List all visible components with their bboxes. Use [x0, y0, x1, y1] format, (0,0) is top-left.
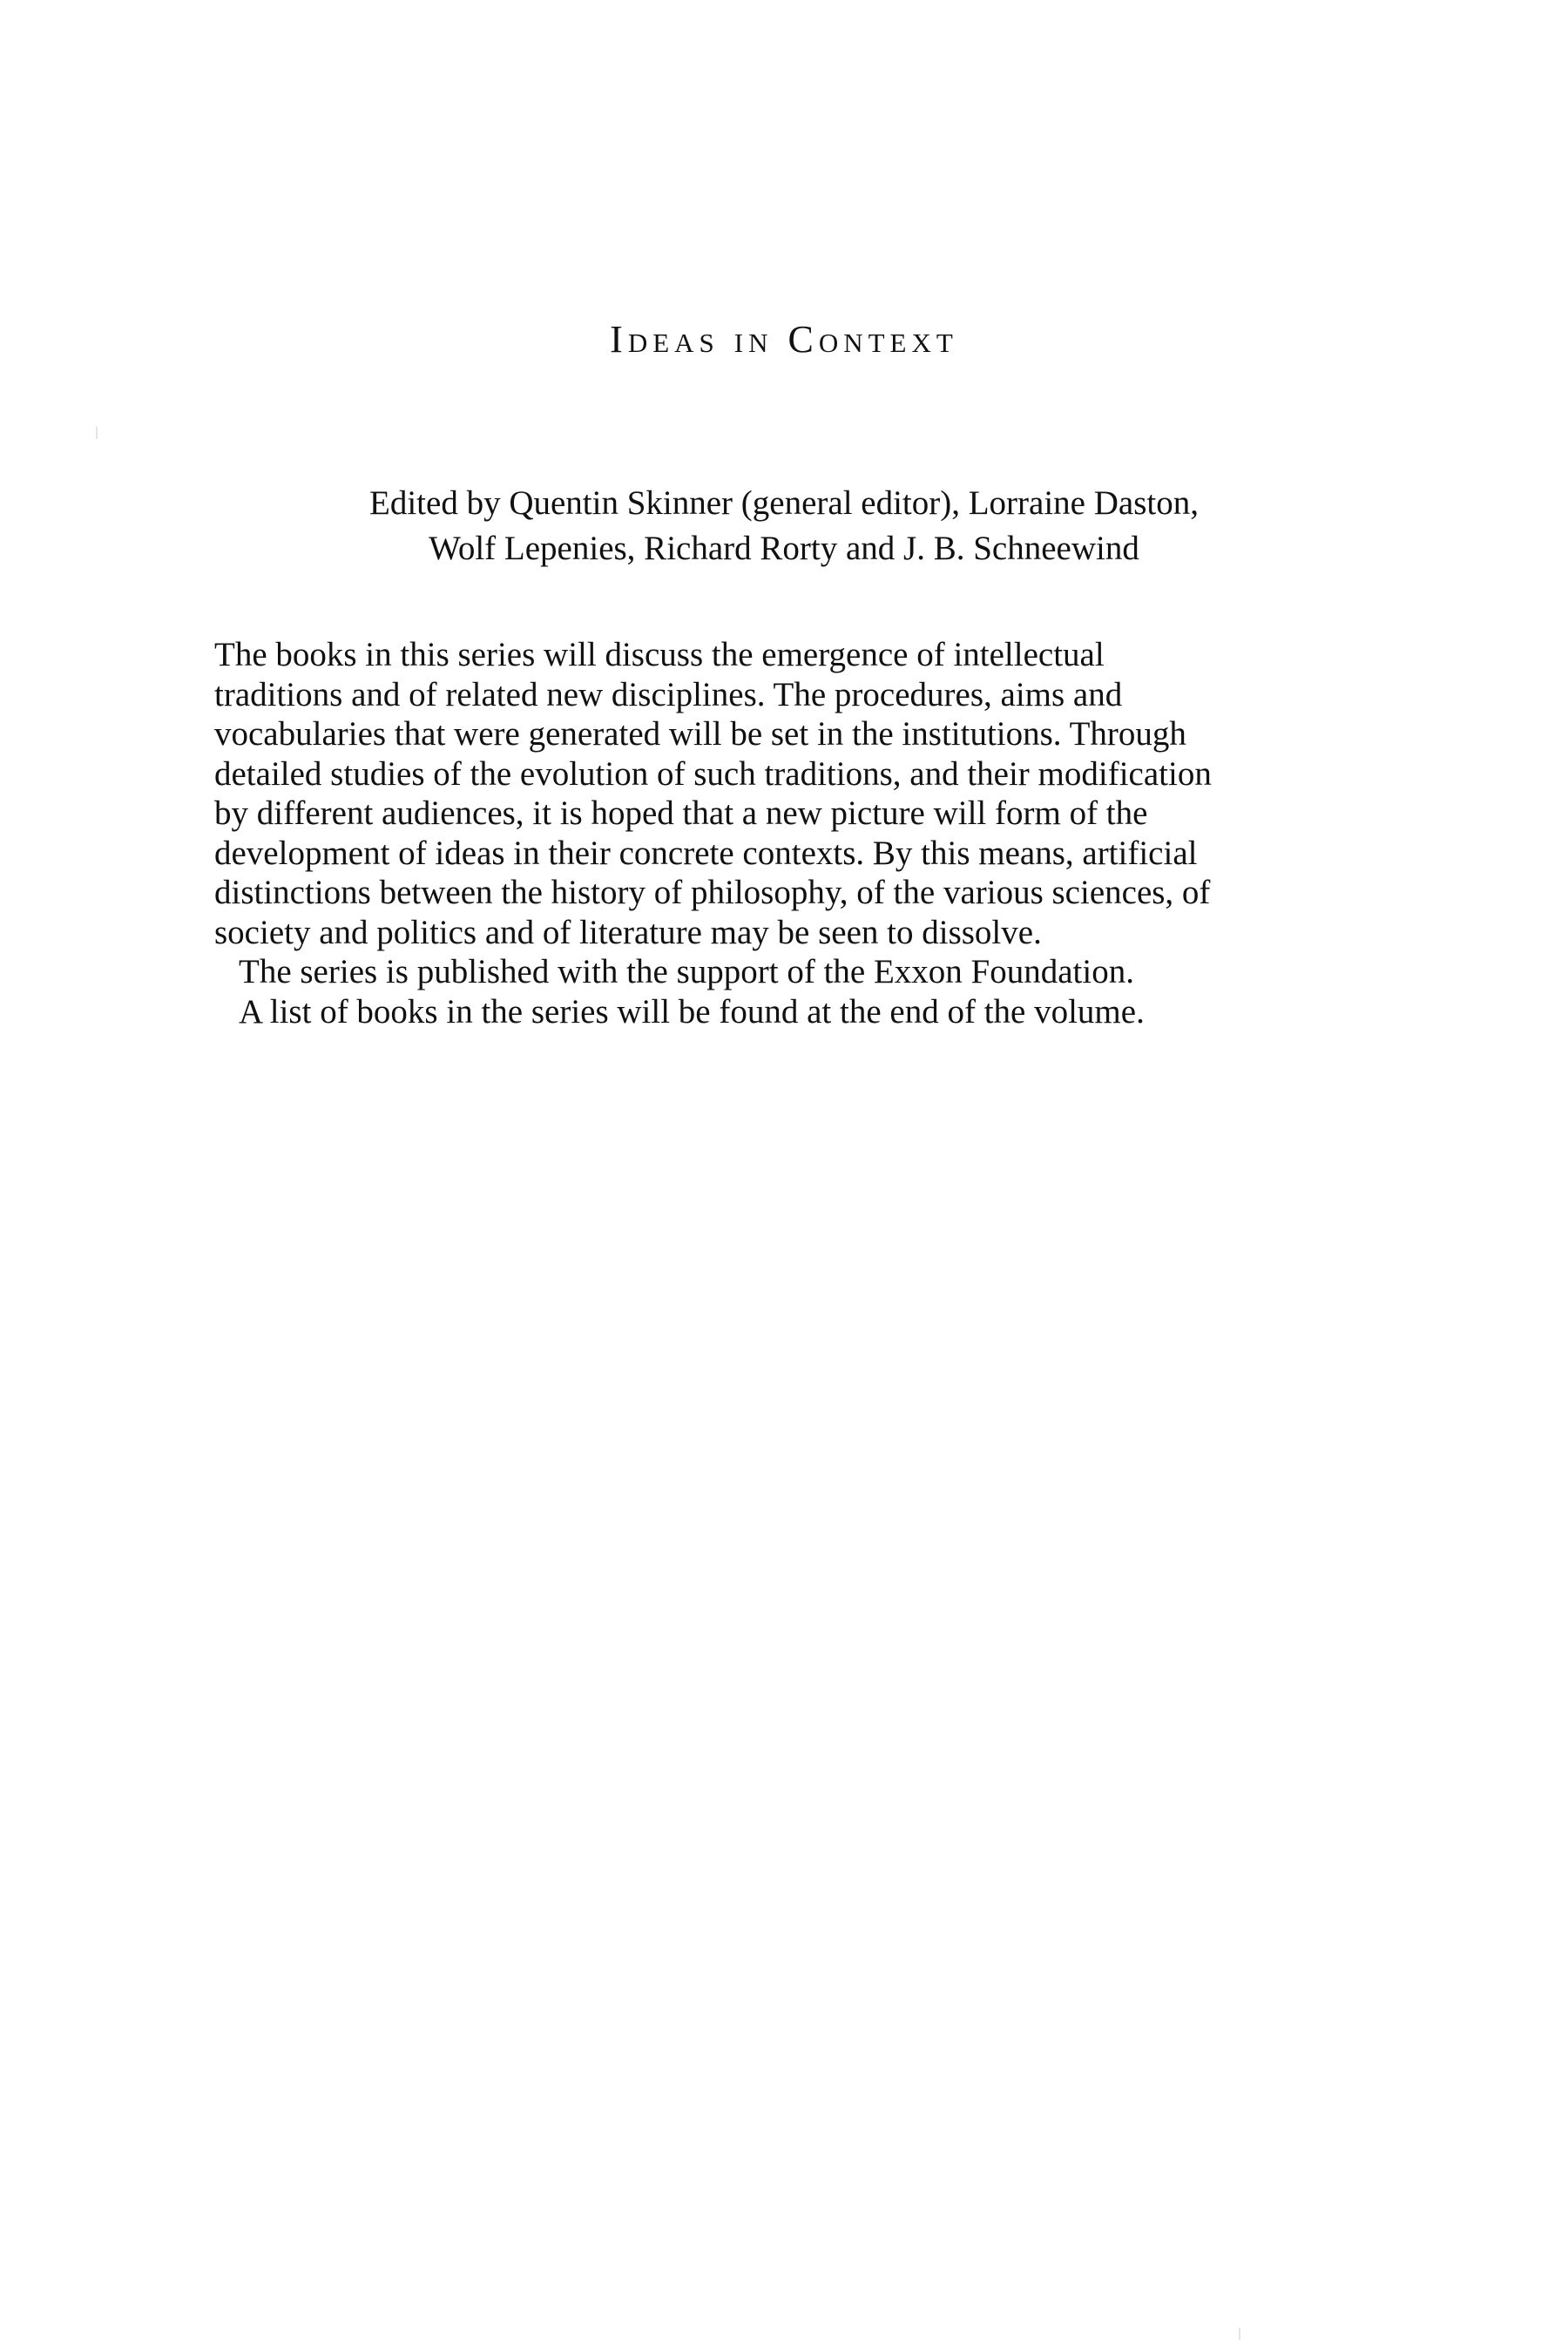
description-line: traditions and of related new disciplines. The procedures, aims and	[214, 675, 1123, 713]
description-line: vocabularies that were generated will be set in the institutions. Through	[214, 715, 1186, 753]
editors-block	[0, 481, 1568, 571]
support-note: The series is published with the support of the Exxon Foundation.	[239, 953, 1134, 990]
description-line: society and politics and of literature may be seen to dissolve.	[214, 913, 1042, 951]
description-line: The books in this series will discuss the emergence of intellectual	[214, 636, 1105, 673]
list-note: A list of books in the series will be found at the end of the volume.	[239, 992, 1145, 1031]
description-line: distinctions between the history of philosophy, of the various sciences, of	[214, 874, 1211, 911]
description-line: detailed studies of the evolution of such traditions, and their modification	[214, 754, 1212, 793]
description-line: by different audiences, it is hoped that a new picture will form of the	[214, 794, 1148, 832]
scan-mark	[1239, 2328, 1240, 2340]
editors-line: Edited by Quentin Skinner (general editor), Lorraine Daston,	[369, 484, 1199, 522]
series-title: Ideas in Context	[610, 318, 958, 361]
description-line: development of ideas in their concrete contexts. By this means, artificial	[214, 834, 1198, 872]
scan-mark	[96, 427, 98, 439]
editors-line: Wolf Lepenies, Richard Rorty and J. B. Schneewind	[429, 530, 1139, 567]
series-description	[214, 635, 1373, 1031]
